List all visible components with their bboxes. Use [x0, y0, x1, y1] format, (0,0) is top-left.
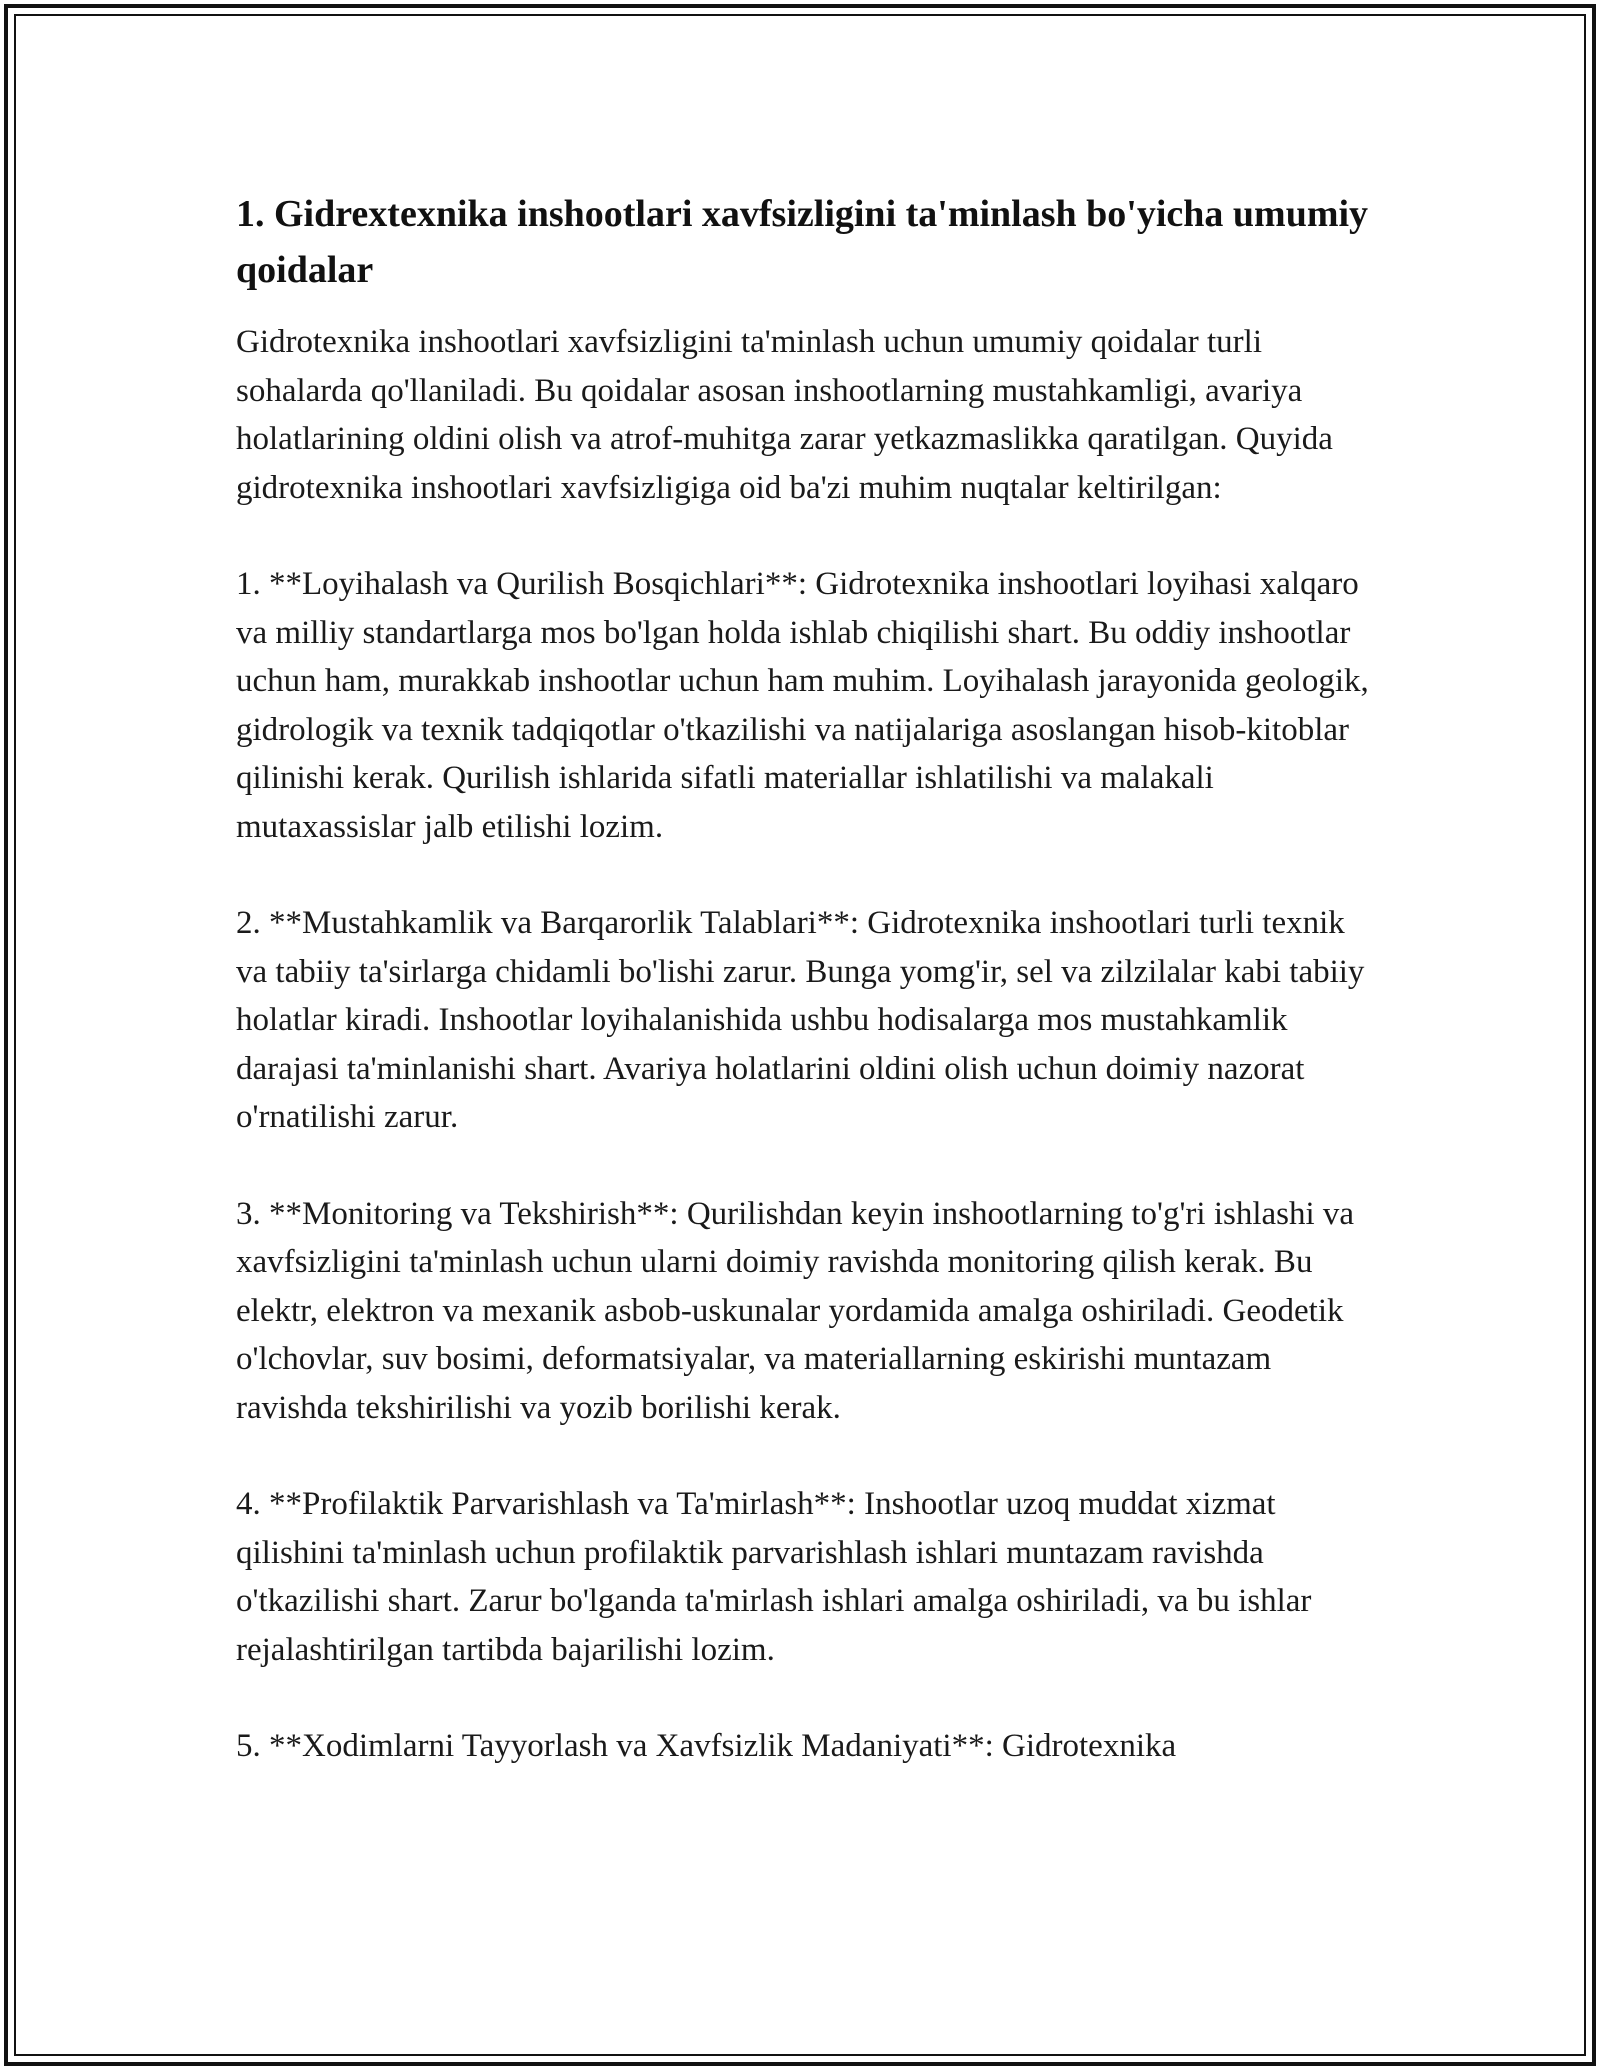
point-4-paragraph: 4. **Profilaktik Parvarishlash va Ta'mirlash**: Inshootlar uzoq muddat xizmat qilishini ta'minlash uchun profilaktik parvarishlash ishlari muntazam ravishda o'tkazilishi shart. Zarur bo'lganda ta'mirlash ishlari amalga oshiriladi, va bu ishlar rejalashtirilgan tartibda bajarilishi lozim. [236, 1486, 1312, 1668]
intro-paragraph: Gidrotexnika inshootlari xavfsizligini ta'minlash uchun umumiy qoidalar turli sohalarda qo'llaniladi. Bu qoidalar asosan inshootlarning mustahkamligi, avariya holatlarining oldini olish va atrof-muhitga zarar yetkazmaslikka qaratilgan. Quyida gidrotexnika inshootlari xavfsizligiga oid ba'zi muhim nuqtalar keltirilgan: [236, 324, 1333, 506]
point-2-paragraph: 2. **Mustahkamlik va Barqarorlik Talablari**: Gidrotexnika inshootlari turli texnik va tabiiy ta'sirlarga chidamli bo'lishi zarur. Bunga yomg'ir, sel va zilzilalar kabi tabiiy holatlar kiradi. Inshootlar loyihalanishida ushbu hodisalarga mos mustahkamlik darajasi ta'minlanishi shart. Avariya holatlarini oldini olish uchun doimiy nazorat o'rnatilishi zarur. [236, 905, 1365, 1135]
point-3-paragraph: 3. **Monitoring va Tekshirish**: Qurilishdan keyin inshootlarning to'g'ri ishlashi va xavfsizligini ta'minlash uchun ularni doimiy ravishda monitoring qilish kerak. Bu elektr, elektron va mexanik asbob-uskunalar yordamida amalga oshiriladi. Geodetik o'lchovlar, suv bosimi, deformatsiyalar, va materiallarning eskirishi muntazam ravishda tekshirilishi va yozib borilishi kerak. [236, 1195, 1355, 1426]
point-5-paragraph: 5. **Xodimlarni Tayyorlash va Xavfsizlik Madaniyati**: Gidrotexnika [236, 1728, 1177, 1764]
page-title: 1. Gidrextexnika inshootlari xavfsizligini ta'minlash bo'yicha umumiy qoidalar [236, 193, 1369, 291]
document-body [236, 186, 1376, 1819]
point-1-paragraph: 1. **Loyihalash va Qurilish Bosqichlari**: Gidrotexnika inshootlari loyihasi xalqaro va milliy standartlarga mos bo'lgan holda ishlab chiqilishi shart. Bu oddiy inshootlar uchun ham, murakkab inshootlar uchun ham muhim. Loyihalash jarayonida geologik, gidrologik va texnik tadqiqotlar o'tkazilishi va natijalariga asoslangan hisob-kitoblar qilinishi kerak. Qurilish ishlarida sifatli materiallar ishlatilishi va malakali mutaxassislar jalb etilishi lozim. [236, 566, 1369, 845]
